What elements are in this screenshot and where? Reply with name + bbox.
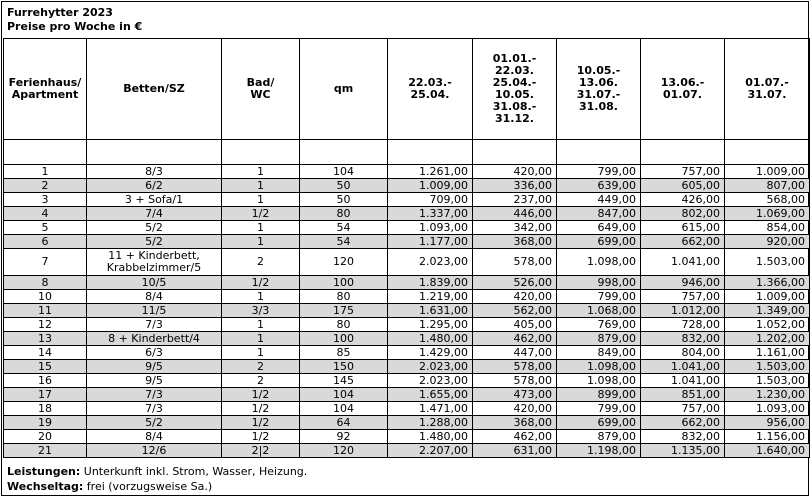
table-cell: 807,00 <box>725 179 810 193</box>
table-cell: 237,00 <box>473 193 557 207</box>
table-cell: 175 <box>300 304 388 318</box>
header-spacer-cell <box>641 140 725 165</box>
table-cell: 879,00 <box>557 332 641 346</box>
table-cell: 21 <box>4 444 87 458</box>
table-body <box>4 165 810 458</box>
table-row <box>4 318 810 332</box>
table-cell: 10/5 <box>87 276 222 290</box>
table-cell: 420,00 <box>473 165 557 179</box>
table-cell: 1.161,00 <box>725 346 810 360</box>
table-cell: 1.503,00 <box>725 374 810 388</box>
table-cell: 1 <box>222 346 300 360</box>
table-cell: 631,00 <box>473 444 557 458</box>
table-cell: 578,00 <box>473 374 557 388</box>
table-cell: 50 <box>300 193 388 207</box>
table-cell: 3 + Sofa/1 <box>87 193 222 207</box>
table-cell: 1.009,00 <box>388 179 473 193</box>
table-cell: 769,00 <box>557 318 641 332</box>
table-cell: 1 <box>222 332 300 346</box>
table-cell: 1.503,00 <box>725 249 810 276</box>
table-cell: 1 <box>4 165 87 179</box>
column-header: 10.05.- 13.06. 31.07.- 31.08. <box>557 39 641 140</box>
table-cell: 1 <box>222 193 300 207</box>
table-cell: 1.261,00 <box>388 165 473 179</box>
table-cell: 526,00 <box>473 276 557 290</box>
table-cell: 3 <box>4 193 87 207</box>
column-header: Ferienhaus/ Apartment <box>4 39 87 140</box>
table-cell: 2.023,00 <box>388 360 473 374</box>
table-cell: 1.009,00 <box>725 290 810 304</box>
header-spacer-cell <box>557 140 641 165</box>
table-cell: 5/2 <box>87 235 222 249</box>
table-cell: 3/3 <box>222 304 300 318</box>
table-row <box>4 249 810 276</box>
table-cell: 449,00 <box>557 193 641 207</box>
table-cell: 1/2 <box>222 416 300 430</box>
table-row <box>4 388 810 402</box>
table-cell: 605,00 <box>641 179 725 193</box>
table-cell: 1.098,00 <box>557 249 641 276</box>
leistungen-text: Unterkunft inkl. Strom, Wasser, Heizung. <box>80 465 308 478</box>
table-header-row <box>4 39 810 140</box>
table-cell: 336,00 <box>473 179 557 193</box>
table-cell: 804,00 <box>641 346 725 360</box>
table-cell: 16 <box>4 374 87 388</box>
table-cell: 662,00 <box>641 416 725 430</box>
header-spacer-cell <box>300 140 388 165</box>
table-cell: 12/6 <box>87 444 222 458</box>
table-cell: 920,00 <box>725 235 810 249</box>
table-cell: 104 <box>300 165 388 179</box>
header-spacer-cell <box>222 140 300 165</box>
table-cell: 4 <box>4 207 87 221</box>
table-cell: 946,00 <box>641 276 725 290</box>
table-cell: 80 <box>300 290 388 304</box>
header-spacer-cell <box>473 140 557 165</box>
table-cell: 578,00 <box>473 360 557 374</box>
table-cell: 757,00 <box>641 290 725 304</box>
table-cell: 728,00 <box>641 318 725 332</box>
table-cell: 426,00 <box>641 193 725 207</box>
table-cell: 5/2 <box>87 416 222 430</box>
table-cell: 80 <box>300 318 388 332</box>
table-row <box>4 332 810 346</box>
table-cell: 8/4 <box>87 430 222 444</box>
table-cell: 799,00 <box>557 165 641 179</box>
table-cell: 13 <box>4 332 87 346</box>
table-row <box>4 179 810 193</box>
table-cell: 854,00 <box>725 221 810 235</box>
table-cell: 709,00 <box>388 193 473 207</box>
table-cell: 1.839,00 <box>388 276 473 290</box>
header-spacer-cell <box>725 140 810 165</box>
table-cell: 18 <box>4 402 87 416</box>
table-cell: 832,00 <box>641 430 725 444</box>
table-cell: 2 <box>222 249 300 276</box>
table-cell: 662,00 <box>641 235 725 249</box>
table-cell: 10 <box>4 290 87 304</box>
column-header: Bad/ WC <box>222 39 300 140</box>
table-cell: 120 <box>300 444 388 458</box>
header-spacer-cell <box>388 140 473 165</box>
table-cell: 54 <box>300 235 388 249</box>
table-cell: 5 <box>4 221 87 235</box>
table-cell: 8 + Kinderbett/4 <box>87 332 222 346</box>
table-cell: 851,00 <box>641 388 725 402</box>
table-cell: 1.202,00 <box>725 332 810 346</box>
table-cell: 1 <box>222 179 300 193</box>
column-header: 13.06.- 01.07. <box>641 39 725 140</box>
table-cell: 7/3 <box>87 402 222 416</box>
table-cell: 145 <box>300 374 388 388</box>
table-cell: 649,00 <box>557 221 641 235</box>
table-row <box>4 193 810 207</box>
column-header: 01.01.- 22.03. 25.04.- 10.05. 31.08.- 31.12. <box>473 39 557 140</box>
table-cell: 1.480,00 <box>388 430 473 444</box>
table-cell: 104 <box>300 388 388 402</box>
table-cell: 1.640,00 <box>725 444 810 458</box>
table-cell: 639,00 <box>557 179 641 193</box>
column-header: 01.07.- 31.07. <box>725 39 810 140</box>
table-row <box>4 416 810 430</box>
header-spacer-cell <box>4 140 87 165</box>
table-cell: 1.349,00 <box>725 304 810 318</box>
wechseltag-label: Wechseltag: <box>7 480 84 493</box>
table-cell: 120 <box>300 249 388 276</box>
table-cell: 8/3 <box>87 165 222 179</box>
table-cell: 1.098,00 <box>557 374 641 388</box>
column-header: qm <box>300 39 388 140</box>
table-cell: 150 <box>300 360 388 374</box>
table-cell: 1.480,00 <box>388 332 473 346</box>
table-cell: 1.012,00 <box>641 304 725 318</box>
table-cell: 20 <box>4 430 87 444</box>
table-cell: 1.069,00 <box>725 207 810 221</box>
table-cell: 1.288,00 <box>388 416 473 430</box>
table-cell: 11/5 <box>87 304 222 318</box>
header-spacer-cell <box>87 140 222 165</box>
table-cell: 1/2 <box>222 402 300 416</box>
table-cell: 1 <box>222 221 300 235</box>
table-cell: 6 <box>4 235 87 249</box>
table-row <box>4 290 810 304</box>
table-cell: 1 <box>222 235 300 249</box>
table-cell: 2.207,00 <box>388 444 473 458</box>
table-cell: 1.655,00 <box>388 388 473 402</box>
table-cell: 1 <box>222 165 300 179</box>
table-cell: 50 <box>300 179 388 193</box>
table-cell: 1.093,00 <box>725 402 810 416</box>
title-line-2: Preise pro Woche in € <box>7 20 143 33</box>
table-cell: 6/2 <box>87 179 222 193</box>
table-row <box>4 374 810 388</box>
table-cell: 1.295,00 <box>388 318 473 332</box>
table-cell: 849,00 <box>557 346 641 360</box>
table-cell: 1.098,00 <box>557 360 641 374</box>
table-cell: 80 <box>300 207 388 221</box>
table-row <box>4 402 810 416</box>
table-cell: 11 <box>4 304 87 318</box>
table-row <box>4 360 810 374</box>
table-cell: 562,00 <box>473 304 557 318</box>
wechseltag-line <box>7 479 307 494</box>
table-cell: 1.093,00 <box>388 221 473 235</box>
table-cell: 2 <box>222 374 300 388</box>
table-cell: 1.366,00 <box>725 276 810 290</box>
table-cell: 578,00 <box>473 249 557 276</box>
table-cell: 1/2 <box>222 388 300 402</box>
table-cell: 8/4 <box>87 290 222 304</box>
table-cell: 1.068,00 <box>557 304 641 318</box>
table-cell: 9/5 <box>87 374 222 388</box>
table-cell: 462,00 <box>473 332 557 346</box>
table-cell: 64 <box>300 416 388 430</box>
sheet-title <box>7 6 142 34</box>
table-cell: 956,00 <box>725 416 810 430</box>
table-cell: 15 <box>4 360 87 374</box>
table-cell: 19 <box>4 416 87 430</box>
table-cell: 1.156,00 <box>725 430 810 444</box>
table-cell: 342,00 <box>473 221 557 235</box>
table-cell: 1.471,00 <box>388 402 473 416</box>
table-cell: 802,00 <box>641 207 725 221</box>
table-cell: 6/3 <box>87 346 222 360</box>
table-row <box>4 444 810 458</box>
column-header: 22.03.- 25.04. <box>388 39 473 140</box>
price-sheet <box>1 1 809 496</box>
table-cell: 447,00 <box>473 346 557 360</box>
table-cell: 2|2 <box>222 444 300 458</box>
table-cell: 1.230,00 <box>725 388 810 402</box>
table-cell: 54 <box>300 221 388 235</box>
table-cell: 14 <box>4 346 87 360</box>
table-cell: 1.041,00 <box>641 360 725 374</box>
table-cell: 8 <box>4 276 87 290</box>
table-row <box>4 221 810 235</box>
table-cell: 799,00 <box>557 290 641 304</box>
table-cell: 420,00 <box>473 290 557 304</box>
table-cell: 85 <box>300 346 388 360</box>
table-cell: 1.631,00 <box>388 304 473 318</box>
price-table <box>3 38 810 458</box>
table-cell: 92 <box>300 430 388 444</box>
table-cell: 998,00 <box>557 276 641 290</box>
table-cell: 847,00 <box>557 207 641 221</box>
title-line-1: Furrehytter 2023 <box>7 6 113 19</box>
table-cell: 7/3 <box>87 388 222 402</box>
sheet-footer <box>7 464 307 494</box>
leistungen-line <box>7 464 307 479</box>
table-row <box>4 165 810 179</box>
table-row <box>4 430 810 444</box>
table-cell: 462,00 <box>473 430 557 444</box>
table-cell: 473,00 <box>473 388 557 402</box>
table-cell: 1 <box>222 290 300 304</box>
table-row <box>4 276 810 290</box>
table-cell: 1.503,00 <box>725 360 810 374</box>
table-cell: 100 <box>300 276 388 290</box>
table-cell: 1/2 <box>222 276 300 290</box>
table-cell: 1.135,00 <box>641 444 725 458</box>
table-cell: 1.177,00 <box>388 235 473 249</box>
table-cell: 1.041,00 <box>641 374 725 388</box>
table-cell: 2.023,00 <box>388 374 473 388</box>
table-cell: 1.052,00 <box>725 318 810 332</box>
table-cell: 104 <box>300 402 388 416</box>
leistungen-label: Leistungen: <box>7 465 81 478</box>
table-cell: 9/5 <box>87 360 222 374</box>
table-cell: 1.337,00 <box>388 207 473 221</box>
table-cell: 420,00 <box>473 402 557 416</box>
table-cell: 1.198,00 <box>557 444 641 458</box>
table-cell: 405,00 <box>473 318 557 332</box>
table-cell: 2.023,00 <box>388 249 473 276</box>
table-cell: 1.429,00 <box>388 346 473 360</box>
column-header: Betten/SZ <box>87 39 222 140</box>
table-cell: 832,00 <box>641 332 725 346</box>
table-cell: 368,00 <box>473 416 557 430</box>
table-cell: 7/3 <box>87 318 222 332</box>
table-cell: 368,00 <box>473 235 557 249</box>
table-row <box>4 235 810 249</box>
table-cell: 699,00 <box>557 235 641 249</box>
table-cell: 446,00 <box>473 207 557 221</box>
table-cell: 12 <box>4 318 87 332</box>
table-cell: 17 <box>4 388 87 402</box>
table-cell: 757,00 <box>641 165 725 179</box>
table-cell: 699,00 <box>557 416 641 430</box>
table-cell: 1.041,00 <box>641 249 725 276</box>
table-cell: 899,00 <box>557 388 641 402</box>
table-cell: 1 <box>222 318 300 332</box>
table-cell: 1/2 <box>222 430 300 444</box>
table-cell: 100 <box>300 332 388 346</box>
table-cell: 2 <box>222 360 300 374</box>
table-cell: 7/4 <box>87 207 222 221</box>
table-row <box>4 207 810 221</box>
table-cell: 757,00 <box>641 402 725 416</box>
wechseltag-text: frei (vorzugsweise Sa.) <box>83 480 213 493</box>
table-cell: 1.009,00 <box>725 165 810 179</box>
table-cell: 1/2 <box>222 207 300 221</box>
table-row <box>4 346 810 360</box>
table-cell: 615,00 <box>641 221 725 235</box>
table-cell: 879,00 <box>557 430 641 444</box>
table-cell: 799,00 <box>557 402 641 416</box>
table-cell: 1.219,00 <box>388 290 473 304</box>
table-cell: 568,00 <box>725 193 810 207</box>
table-cell: 11 + Kinderbett, Krabbelzimmer/5 <box>87 249 222 276</box>
table-row <box>4 304 810 318</box>
table-spacer-row <box>4 140 810 165</box>
table-cell: 5/2 <box>87 221 222 235</box>
table-cell: 2 <box>4 179 87 193</box>
table-cell: 7 <box>4 249 87 276</box>
